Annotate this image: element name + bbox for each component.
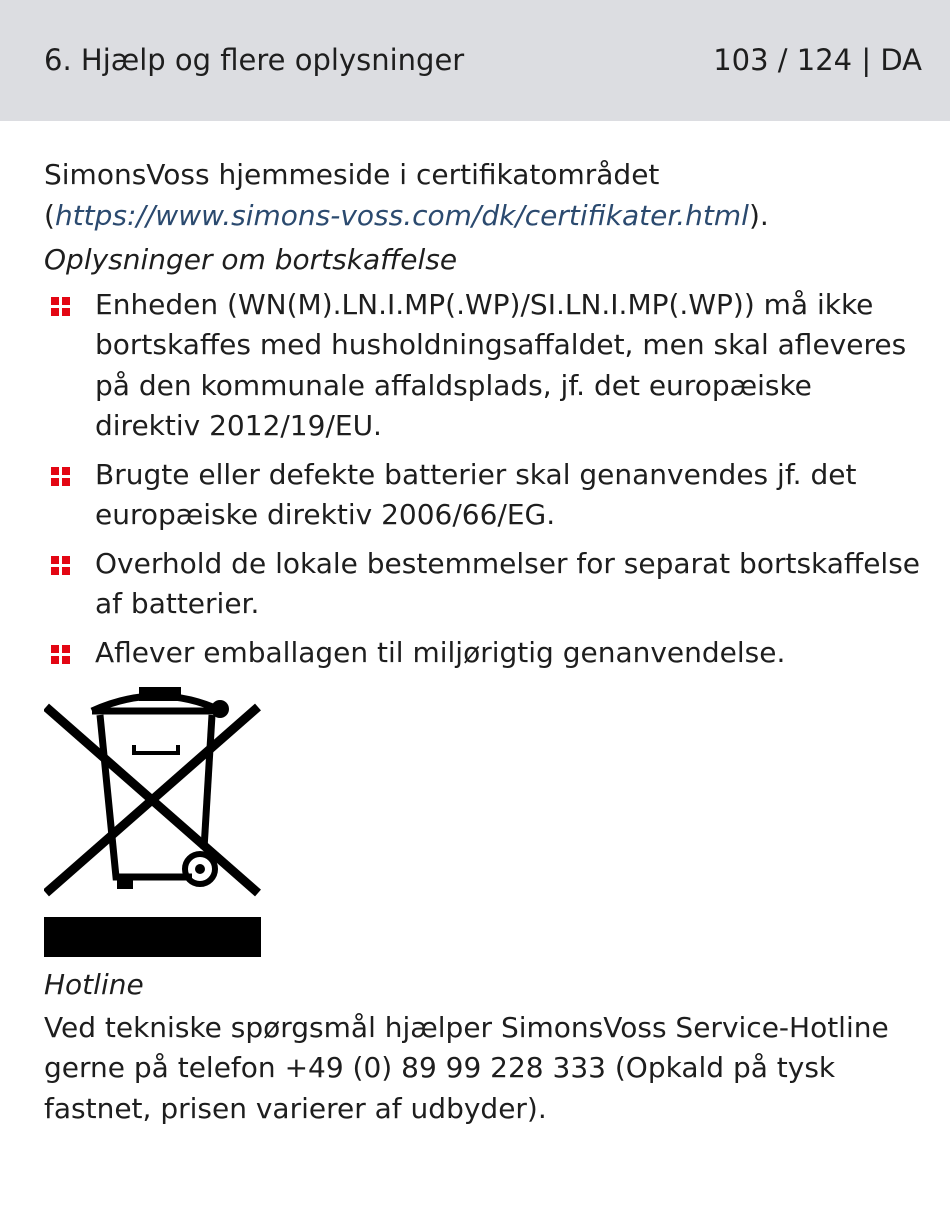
red-square-grid-icon [51,556,71,576]
list-item-text: Overhold de lokale bestemmelser for separat bortskaffelse af batterier. [95,546,921,620]
list-item [44,455,924,536]
crossed-out-wheelie-bin-icon [44,687,264,957]
disposal-heading: Oplysninger om bortskaffelse [44,243,458,276]
intro-text: SimonsVoss hjemmeside i certifikatområdet ( [44,158,660,232]
intro-paragraph [44,155,924,236]
page-header [0,0,950,121]
list-item [44,285,924,447]
list-item-text: Brugte eller defekte batterier skal genanvendes jf. det europæiske direktiv 2006/66/EG. [95,457,857,531]
red-square-grid-icon [51,297,71,317]
list-item [44,544,924,625]
hotline-heading: Hotline [44,968,144,1001]
intro-text-end: ). [748,198,769,232]
red-square-grid-icon [51,645,71,665]
hotline-paragraph: Ved tekniske spørgsmål hjælper SimonsVoss Service-Hotline gerne på telefon +49 (0) 89 99 228 333 (Opkald på tysk fastnet, prisen varierer af udbyder). [44,1010,889,1125]
page-content [44,155,924,1129]
disposal-list [44,285,924,674]
list-item-text: Aflever emballagen til miljørigtig genanvendelse. [95,635,786,669]
section-title: 6. Hjælp og flere oplysninger [44,43,465,77]
red-square-grid-icon [51,467,71,487]
list-item [44,633,924,674]
certificate-link[interactable]: https://www.simons-voss.com/dk/certifikater.html [54,198,749,232]
page-number: 103 / 124 | DA [713,43,922,77]
list-item-text: Enheden (WN(M).LN.I.MP(.WP)/SI.LN.I.MP(.WP)) må ikke bortskaffes med husholdningsaffaldet, men skal afleveres på den kommunale affaldsplads, jf. det europæiske direktiv 2012/19/EU. [95,287,907,442]
